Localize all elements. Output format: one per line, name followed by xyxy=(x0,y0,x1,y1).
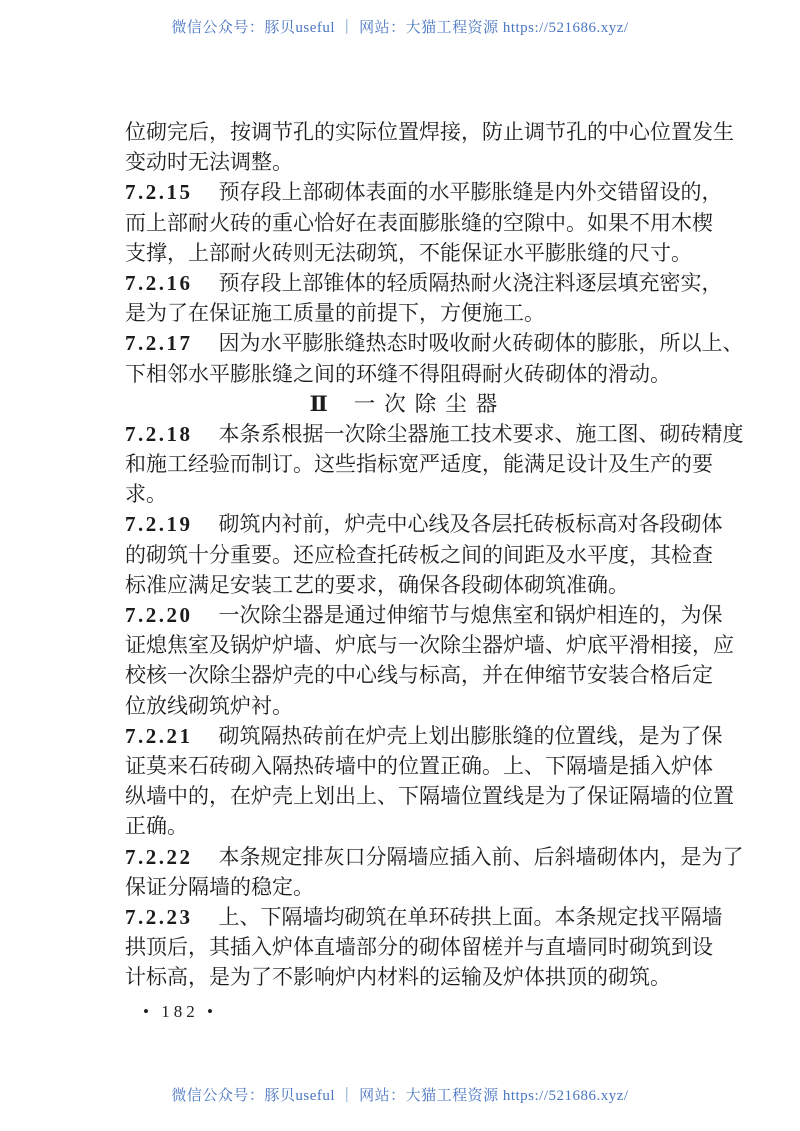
line-text: 位砌完后，按调节孔的实际位置焊接，防止调节孔的中心位置发生 xyxy=(125,120,734,144)
line-text: 上、下隔墙均砌筑在单环砖拱上面。本条规定找平隔墙 xyxy=(218,904,723,929)
line-text: 证熄焦室及锅炉炉墙、炉底与一次除尘器炉墙、炉底平滑相接，应 xyxy=(125,633,734,658)
text-line xyxy=(125,208,713,238)
section-heading-numeral: Ⅱ xyxy=(309,391,328,416)
clause-line xyxy=(125,509,723,539)
text-line xyxy=(125,359,691,389)
clause-line xyxy=(125,268,723,298)
line-text: 纵墙中的，在炉壳上划出上、下隔墙位置线是为了保证隔墙的位置 xyxy=(125,784,734,809)
line-text: 下相邻水平膨胀缝之间的环缝不得阻碍耐火砖砌体的滑动。 xyxy=(125,361,671,386)
line-text: 变动时无法调整。 xyxy=(125,150,293,175)
line-text: 是为了在保证施工质量的前提下，方便施工。 xyxy=(125,301,545,326)
line-text: 和施工经验而制订。这些指标宽严适度，能满足设计及生产的要 xyxy=(125,452,713,477)
clause-line xyxy=(125,721,723,751)
line-text: 一次除尘器是通过伸缩节与熄焦室和锅炉相连的，为保 xyxy=(218,603,723,627)
line-text: 本条系根据一次除尘器施工技术要求、施工图、砌砖精度 xyxy=(218,421,744,446)
header-watermark: 微信公众号：豚贝useful ｜ 网站：大猫工程资源 https://521686.xyz/ xyxy=(171,20,629,36)
clause-number: 7.2.21 xyxy=(125,723,193,748)
clause-line xyxy=(125,600,723,630)
clause-number: 7.2.23 xyxy=(125,904,193,929)
line-text: 标准应满足安装工艺的要求，确保各段砌体砌筑准确。 xyxy=(125,572,629,597)
line-text: 预存段上部锥体的轻质隔热耐火浇注料逐层填充密实， xyxy=(218,270,723,295)
line-text: 求。 xyxy=(125,482,167,507)
text-line xyxy=(125,449,713,479)
clause-number: 7.2.19 xyxy=(125,512,193,537)
section-heading xyxy=(125,389,691,419)
clause-number: 7.2.22 xyxy=(125,844,193,869)
text-line xyxy=(125,630,734,660)
text-line xyxy=(125,540,713,570)
body-lines xyxy=(125,117,744,992)
text-line xyxy=(125,751,713,781)
clause-number: 7.2.15 xyxy=(125,180,193,205)
text-line xyxy=(125,962,691,992)
clause-line xyxy=(125,419,744,449)
page-number: • 182 • xyxy=(143,1002,217,1021)
clause-number: 7.2.20 xyxy=(125,603,193,627)
text-line xyxy=(125,147,691,177)
clause-line xyxy=(125,842,744,872)
line-text: 位放线砌筑炉衬。 xyxy=(125,693,293,718)
line-text: 正确。 xyxy=(125,814,188,839)
text-line xyxy=(125,811,691,841)
line-text: 支撑，上部耐火砖则无法砌筑，不能保证水平膨胀缝的尺寸。 xyxy=(125,240,692,265)
clause-number: 7.2.18 xyxy=(125,421,193,446)
text-line xyxy=(125,570,691,600)
footer-watermark: 微信公众号：豚贝useful ｜ 网站：大猫工程资源 https://521686.xyz/ xyxy=(171,1088,629,1104)
text-line xyxy=(125,298,691,328)
line-text: 证莫来石砖砌入隔热砖墙中的位置正确。上、下隔墙是插入炉体 xyxy=(125,753,713,778)
line-text: 砌筑内衬前，炉壳中心线及各层托砖板标高对各段砌体 xyxy=(218,512,723,537)
clause-number: 7.2.16 xyxy=(125,270,193,295)
line-text: 砌筑隔热砖前在炉壳上划出膨胀缝的位置线，是为了保 xyxy=(218,723,723,748)
line-text: 预存段上部砌体表面的水平膨胀缝是内外交错留设的， xyxy=(218,180,723,205)
text-line xyxy=(125,479,691,509)
text-line xyxy=(125,238,691,268)
clause-number: 7.2.17 xyxy=(125,331,193,356)
line-text: 保证分隔墙的稳定。 xyxy=(125,874,314,899)
clause-line xyxy=(125,328,744,358)
line-text: 而上部耐火砖的重心恰好在表面膨胀缝的空隙中。如果不用木楔 xyxy=(125,210,713,235)
text-line xyxy=(125,781,734,811)
text-line xyxy=(125,660,713,690)
line-text: 的砌筑十分重要。还应检查托砖板之间的间距及水平度，其检查 xyxy=(125,542,713,567)
section-heading-title: 一次除尘器 xyxy=(353,391,507,416)
text-line xyxy=(125,872,691,902)
clause-line xyxy=(125,902,723,932)
line-text: 校核一次除尘器炉壳的中心线与标高，并在伸缩节安装合格后定 xyxy=(125,663,713,688)
clause-line xyxy=(125,177,723,207)
text-line xyxy=(125,691,691,721)
line-text: 因为水平膨胀缝热态时吸收耐火砖砌体的膨胀，所以上、 xyxy=(218,331,744,356)
line-text: 计标高，是为了不影响炉内材料的运输及炉体拱顶的砌筑。 xyxy=(125,965,671,990)
line-text: 拱顶后，其插入炉体直墙部分的砌体留槎并与直墙同时砌筑到设 xyxy=(125,935,713,960)
text-line xyxy=(125,117,734,147)
text-line xyxy=(125,932,713,962)
line-text: 本条规定排灰口分隔墙应插入前、后斜墙砌体内，是为了 xyxy=(218,844,744,869)
